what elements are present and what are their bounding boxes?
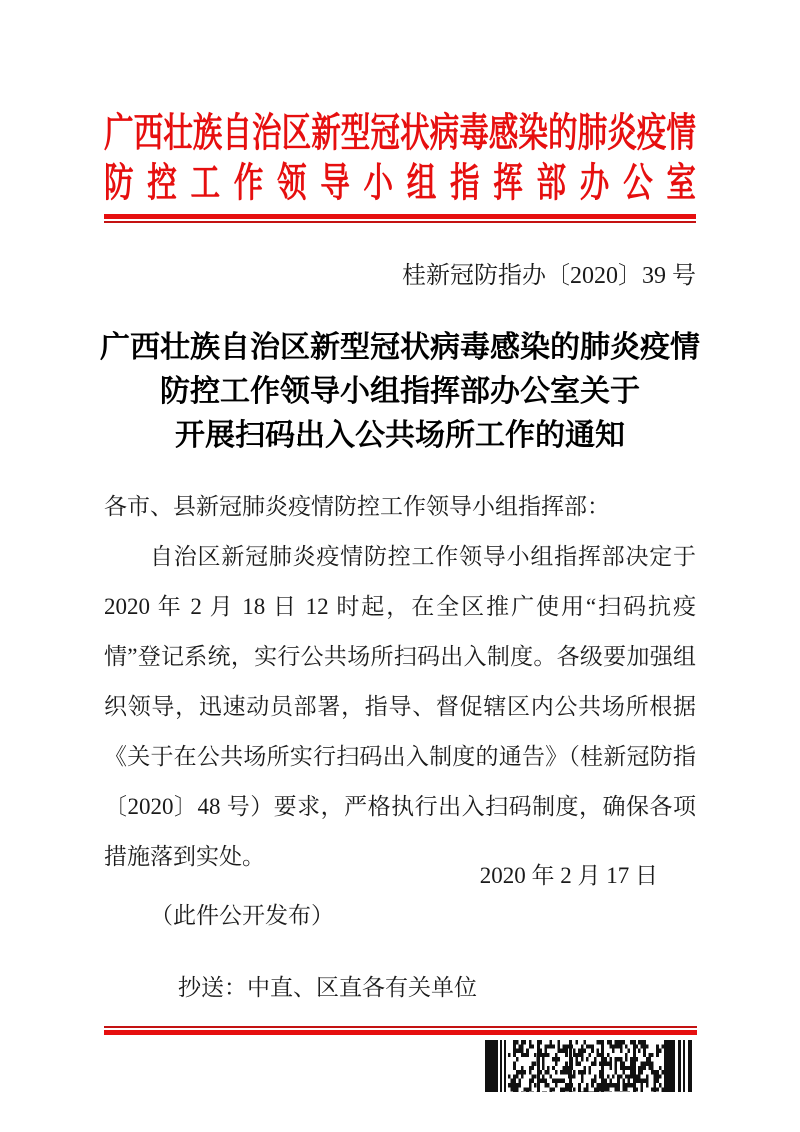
divider-thin-rule bbox=[104, 221, 696, 223]
document-title bbox=[96, 326, 704, 458]
letterhead bbox=[104, 108, 696, 208]
document-title-line-1: 广西壮族自治区新型冠状病毒感染的肺炎疫情 bbox=[100, 331, 700, 364]
body-paragraph: 自治区新冠肺炎疫情防控工作领导小组指挥部决定于 2020 年 2 月 18 日 12 时起，在全区推广使用“扫码抗疫情”登记系统，实行公共场所扫码出入制度。各级要加强组织领导，迅速动员部署，指导、督促辖区内公共场所根据《关于在公共场所实行扫码出入制度的通告》（桂新冠防指〔2020〕48 号）要求，严格执行出入扫码制度，确保各项措施落到实处。 bbox=[104, 544, 696, 869]
divider-thick-rule bbox=[104, 1030, 697, 1035]
document-barcode bbox=[485, 1040, 692, 1092]
issue-date: 2020 年 2 月 17 日 bbox=[479, 863, 658, 888]
document-number: 桂新冠防指办〔2020〕39 号 bbox=[402, 263, 696, 289]
footer-divider bbox=[104, 1026, 697, 1035]
document-body bbox=[104, 482, 696, 882]
cc-line: 抄送：中直、区直各有关单位 bbox=[178, 975, 477, 1000]
barcode-graphic bbox=[485, 1040, 692, 1092]
salutation: 各市、县新冠肺炎疫情防控工作领导小组指挥部： bbox=[104, 494, 610, 519]
letterhead-line-2: 防 控 工 作 领 导 小 组 指 挥 部 办 公 室 bbox=[104, 160, 696, 205]
document-title-line-2: 防控工作领导小组指挥部办公室关于 bbox=[160, 375, 640, 408]
letterhead-divider bbox=[104, 214, 696, 223]
public-release-note: （此件公开发布） bbox=[150, 903, 334, 928]
letterhead-line-1: 广 西 壮 族 自 治 区 新 型 冠 状 病 毒 感 染 的 肺 炎 疫 情 bbox=[104, 110, 696, 155]
document-title-line-3: 开展扫码出入公共场所工作的通知 bbox=[175, 419, 625, 452]
